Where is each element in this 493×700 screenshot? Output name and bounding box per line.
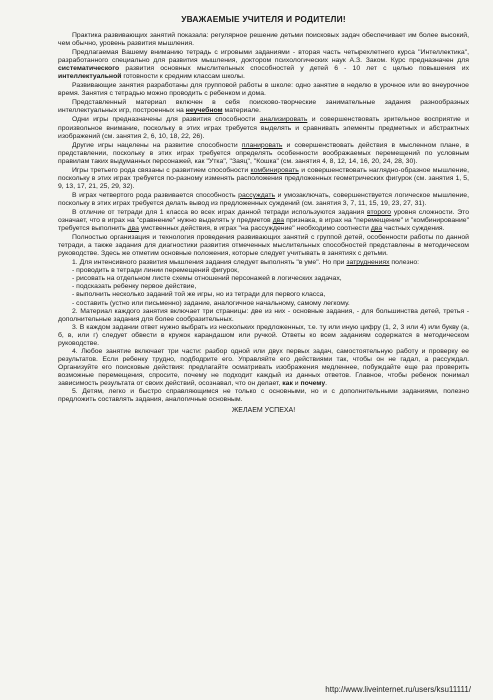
paragraph-plan	[58, 142, 469, 166]
paragraph-material	[58, 99, 469, 115]
paragraph-rule-5: 5. Детям, легко и быстро справляющимся не только с основными, но и с дополнительными заданиями, полезно предложить составлять задания, аналогичные основным.	[58, 388, 469, 404]
underlined-text: два	[127, 225, 139, 233]
text: и совершенствовать наглядно-образное мышление, поскольку в этих играх требуется по-разному изменять расположения предложенных геометрических фигурок (см. занятия 1, 5, 9, 13, 17, 21, 25, 29, 32).	[58, 166, 469, 190]
underlined-text: второго	[367, 208, 392, 216]
paragraph-course	[58, 49, 469, 81]
text: и	[292, 379, 301, 387]
text: Игры третьего рода связаны с развитием способности	[72, 166, 251, 174]
text: полезно:	[389, 259, 420, 267]
text: В отличие от тетради для 1 класса во всех играх данной тетради используются задания	[72, 208, 367, 216]
list-item: - проводить в тетради линии перемещений фигурок,	[72, 267, 240, 275]
underlined-text: неучебном	[185, 107, 223, 115]
underlined-text: два	[272, 217, 285, 225]
text: и умозаключать, совершенствуется логическое мышление, поскольку в этих играх требуется делать вывод из предложенных суждений (см. занятия 3, 7, 11, 15, 19, 23, 27, 31).	[58, 191, 469, 207]
underlined-text: два	[370, 225, 383, 233]
closing-wish: ЖЕЛАЕМ УСПЕХА!	[231, 407, 296, 415]
bold-text: систематического	[58, 65, 120, 73]
source-url: http://www.liveinternet.ru/users/ksu11111/	[325, 685, 471, 694]
underlined-text: анализировать	[259, 116, 308, 124]
text: и совершенствовать действия в мысленном плане, в представлении, поскольку в этих играх требуется определять особенности воображаемых перемещений по условным правилам таких выдуманных персонажей, как "Утка", "Заяц", "Кошка" (см. занятия 4, 8, 12, 14, 16, 20, 24, 28, 30).	[58, 141, 469, 165]
bold-text: почему	[300, 379, 326, 387]
paragraph-reason	[58, 192, 469, 208]
text: .	[325, 379, 328, 387]
bold-text: как	[282, 379, 293, 387]
text: частных суждения.	[382, 225, 445, 233]
paragraph-rule-4	[58, 348, 469, 388]
underlined-text: планировать	[241, 141, 283, 149]
paragraph-level	[58, 209, 469, 233]
list-item: - подсказать ребенку первое действие,	[72, 283, 197, 291]
text: Представленный материал включен в себя поисково-творческие занимательные задания разнообразных интеллектуальных игр, построенных на	[58, 99, 469, 115]
hints-list	[58, 267, 469, 307]
text: готовности к средним классам школы.	[121, 73, 245, 81]
text: материале.	[222, 107, 261, 115]
underlined-text: затруднениях	[346, 259, 390, 267]
paragraph-analyze	[58, 116, 469, 140]
text: Другие игры нацелены на развитие способности	[72, 141, 242, 149]
list-item: - выполнить несколько заданий той же игры, но из тетради для первого класса,	[72, 291, 326, 299]
paragraph-rule-3: 3. В каждом задании ответ нужно выбрать из нескольких предложенных, т.е. ту или иную цифру (1, 2, 3 или 4) или букву (а, б, в, или г) следует обвести в кружок карандашом или ручкой. Ответы ко всем заданиям содержатся в методическом руководстве.	[58, 323, 469, 347]
list-item: - составить (устно или письменно) задание, аналогичное начальному, самому легкому.	[72, 299, 350, 307]
text: Предлагаемая Вашему вниманию тетрадь с игровыми заданиями - вторая часть четырехлетнего курса "Интеллектика", разработанного специально для развития мышления, доктором психологических наук А.З. Заком. Курс предназначен для	[58, 49, 469, 65]
text: уровня сложности. Это означает, что в играх на "сравнение" нужно выделять у предметов	[58, 208, 469, 225]
text: и совершенствовать зрительное восприятие и произвольное внимание, поскольку в этих играх требуется выделять и сравнивать элементы предметных и абстрактных изображений (см. занятия 2, 6, 10, 18, 22, 26).	[58, 116, 469, 140]
paragraph-intro: Практика развивающих занятий показала: регулярное решение детьми поисковых задач обеспечивает им более высокий, чем обычно, уровень развития мышления.	[58, 32, 469, 48]
text: В играх четвертого рода развивается способность	[72, 191, 239, 199]
text: Одни игры предназначены для развития способности	[72, 116, 260, 124]
underlined-text: рассуждать	[238, 191, 276, 199]
list-item: - рисовать на отдельном листе схемы отношений персонажей в логических задачах,	[72, 275, 342, 283]
paragraph-organization: Полностью организация и технология проведения развивающих занятий с группой детей, особенности работы по данной тетради, а также задания для диагностики развития отмеченных мыслительных способностей представлены в методическом руководстве. Здесь же отметим основные положения, которые следует учитывать в занятиях с детьми.	[58, 234, 469, 258]
text: умственных действия, в играх "на рассуждение" необходимо соотнести	[138, 225, 371, 233]
text: 4. Любое занятие включает три части: разбор одной или двух первых задач, самостоятельную работу и проверку ее результатов. Если ребенку трудно, подбодрите его. Управляйте его действиями так, чтобы он не гадал, а рассуждал. Организуйте его поисковые действия: предлагайте осматривать изображения медленнее, побуждайте еще раз проверить возможные перемещения, спросите, почему не подходит каждый из данных ответов. Главное, чтобы ребенок понимал зависимость результата от своих действий, осознавал, что он делает,	[58, 347, 469, 387]
paragraph-group-work: Развивающие занятия разработаны для групповой работы в школе: одно занятие в неделю в урочное или во внеурочное время. Занятия с тетрадью можно проводить с ребенком и дома.	[58, 82, 469, 98]
paragraph-rule-2: 2. Материал каждого занятия включает три страницы: две из них - основные задания, - для большинства детей, третья - дополнительные задания для более сообразительных.	[58, 307, 469, 323]
paragraph-combine	[58, 167, 469, 191]
text: признака, в играх на "перемещение" и "комбинирование" требуется выполнить	[58, 217, 469, 233]
underlined-text: комбинировать	[250, 166, 299, 174]
bold-text: интеллектуальной	[58, 73, 122, 81]
text: развития основных мыслительных способностей у детей 6 - 10 лет с целью повышения их	[119, 65, 469, 73]
text: 1. Для интенсивного развития мышления задания следует выполнять "в уме". Но при	[72, 259, 347, 267]
page-title: УВАЖАЕМЫЕ УЧИТЕЛЯ И РОДИТЕЛИ!	[181, 14, 346, 24]
